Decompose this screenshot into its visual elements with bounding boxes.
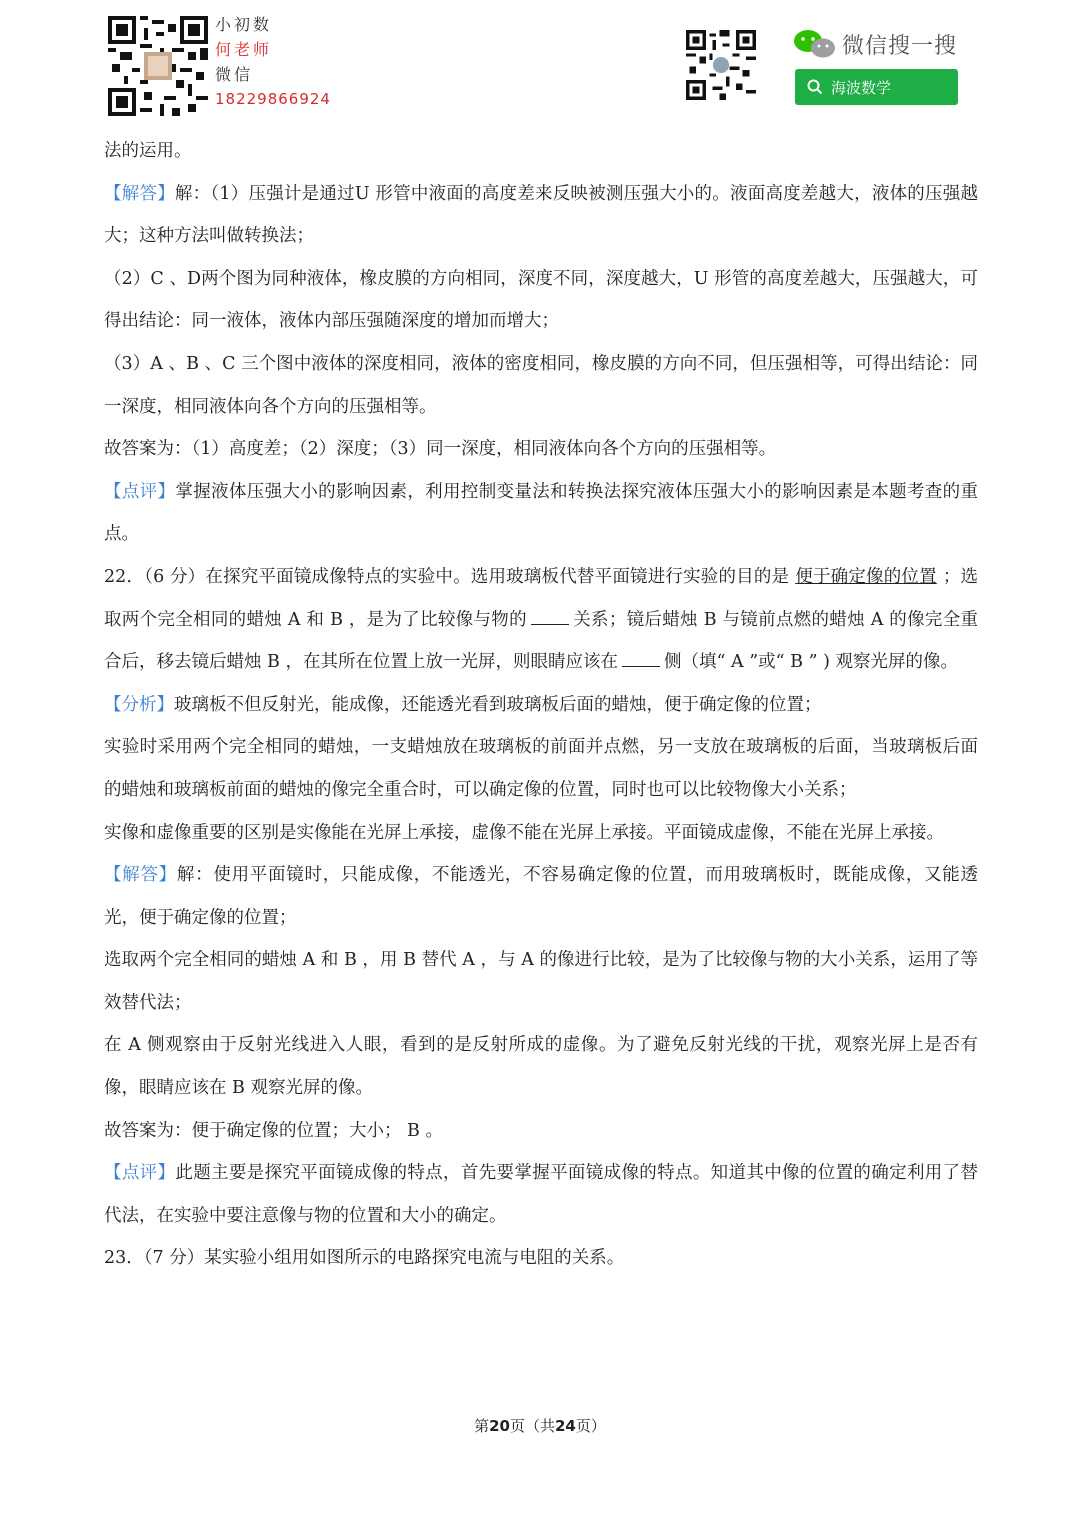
answer-paragraph-2 <box>104 258 978 343</box>
teacher-line-phone: 18229866924 <box>215 90 331 108</box>
question-22 <box>104 556 978 684</box>
analysis-paragraph-2 <box>104 726 978 811</box>
answer-text: （3）A 、B 、C 三个图中液体的深度相同，液体的密度相同，橡皮膜的方向不同，但压强相等，可得出结论：同一深度，相同液体向各个方向的压强相等。 <box>104 353 978 417</box>
answer-text: 在 A 侧观察由于反射光线进入人眼，看到的是反射所成的虚像。为了避免反射光线的干扰，观察光屏上是否有像，眼睛应该在 B 观察光屏的像。 <box>104 1035 978 1099</box>
analysis-text: 玻璃板不但反射光，能成像，还能透光看到玻璃板后面的蜡烛，便于确定像的位置； <box>174 694 822 715</box>
page-number: 20 <box>489 1417 510 1435</box>
comment-tag: 【点评】 <box>104 1163 176 1184</box>
question-text: 关系；镜后蜡烛 B 与镜前点燃的蜡烛 A 的像完全重合后，移去镜后蜡烛 B ，在其所在位置上放一光屏，则眼睛应该在 <box>104 609 979 673</box>
teacher-line-wechat: 微信 <box>215 65 254 84</box>
analysis-tag: 【分析】 <box>104 694 174 715</box>
teacher-qr-code-icon <box>108 16 208 116</box>
filled-answer: 便于确定像的位置 <box>795 566 937 587</box>
wechat-icon <box>792 28 838 60</box>
answer-paragraph-1 <box>104 173 978 258</box>
page-header <box>0 0 1080 130</box>
wechat-search-button[interactable] <box>795 69 958 105</box>
answer-text: 故答案为：便于确定像的位置；大小； B 。 <box>104 1120 443 1141</box>
answer-paragraph-b2 <box>104 939 978 1024</box>
question-text: ；选取两个完全相同的蜡烛 A 和 B ，是为了比较像与物的 <box>104 566 979 630</box>
answer-paragraph-b1 <box>104 854 978 939</box>
answer-summary-b <box>104 1110 978 1153</box>
page-label-c: 页） <box>575 1417 606 1435</box>
question-23 <box>104 1237 978 1280</box>
comment-tag: 【点评】 <box>104 481 176 502</box>
page-label-a: 第 <box>474 1417 490 1435</box>
analysis-paragraph-3 <box>104 812 978 855</box>
answer-text: 解：（1）压强计是通过U 形管中液面的高度差来反映被测压强大小的。液面高度差越大，液体的压强越大；这种方法叫做转换法； <box>104 183 978 247</box>
comment-paragraph-2 <box>104 1152 978 1237</box>
answer-text: 解：使用平面镜时，只能成像，不能透光，不容易确定像的位置，而用玻璃板时，既能成像，又能透光，便于确定像的位置； <box>104 865 979 928</box>
wechat-qr-code-icon <box>686 30 756 100</box>
analysis-text: 实验时采用两个完全相同的蜡烛，一支蜡烛放在玻璃板的前面并点燃，另一支放在玻璃板的后面，当玻璃板后面的蜡烛和玻璃板前面的蜡烛的像完全重合时，可以确定像的位置，同时也可以比较物像大小关系； <box>104 737 978 800</box>
question-text: 23．（7 分）某实验小组用如图所示的电路探究电流与电阻的关系。 <box>104 1248 625 1269</box>
comment-paragraph-1 <box>104 471 978 556</box>
comment-text: 掌握液体压强大小的影响因素，利用控制变量法和转换法探究液体压强大小的影响因素是本题考查的重点。 <box>104 481 978 545</box>
wechat-search-logo <box>792 28 957 60</box>
answer-tag: 【解答】 <box>104 183 175 204</box>
question-text: 侧（填“ A ”或“ B ” ) 观察光屏的像。 <box>663 652 958 673</box>
answer-text: （2）C 、D两个图为同种液体，橡皮膜的方向相同，深度不同，深度越大，U 形管的高度差越大，压强越大，可得出结论：同一液体，液体内部压强随深度的增加而增大； <box>104 268 978 332</box>
answer-tag: 【解答】 <box>104 865 177 886</box>
comment-text: 此题主要是探究平面镜成像的特点，首先要掌握平面镜成像的特点。知道其中像的位置的确定利用了替代法，在实验中要注意像与物的位置和大小的确定。 <box>104 1163 978 1226</box>
teacher-line-subject: 小初数 <box>215 15 273 34</box>
paragraph-text: 法的运用。 <box>104 141 192 161</box>
page-footer <box>0 1415 1080 1436</box>
page-total: 24 <box>555 1417 576 1435</box>
document-body <box>104 130 978 1280</box>
answer-summary <box>104 428 978 471</box>
teacher-contact-block <box>215 12 331 112</box>
question-text: 22．（6 分）在探究平面镜成像特点的实验中。选用玻璃板代替平面镜进行实验的目的是 <box>104 566 790 587</box>
wechat-search-label: 微信搜一搜 <box>842 33 958 59</box>
answer-blank <box>531 606 569 625</box>
search-icon <box>807 79 823 95</box>
page-label-b: 页（共 <box>509 1417 555 1435</box>
paragraph-method <box>104 130 978 173</box>
analysis-text: 实像和虚像重要的区别是实像能在光屏上承接，虚像不能在光屏上承接。平面镜成虚像，不能在光屏上承接。 <box>104 822 944 843</box>
answer-text: 故答案为：（1）高度差；（2）深度；（3）同一深度，相同液体向各个方向的压强相等。 <box>104 439 777 460</box>
analysis-paragraph-1 <box>104 684 978 727</box>
answer-text: 选取两个完全相同的蜡烛 A 和 B ，用 B 替代 A ，与 A 的像进行比较，是为了比较像与物的大小关系，运用了等效替代法； <box>104 950 978 1013</box>
answer-paragraph-3 <box>104 343 978 428</box>
search-button-label: 海波数学 <box>831 78 892 97</box>
answer-blank <box>622 648 660 667</box>
answer-paragraph-b3 <box>104 1024 978 1109</box>
teacher-line-name: 何老师 <box>215 40 273 59</box>
